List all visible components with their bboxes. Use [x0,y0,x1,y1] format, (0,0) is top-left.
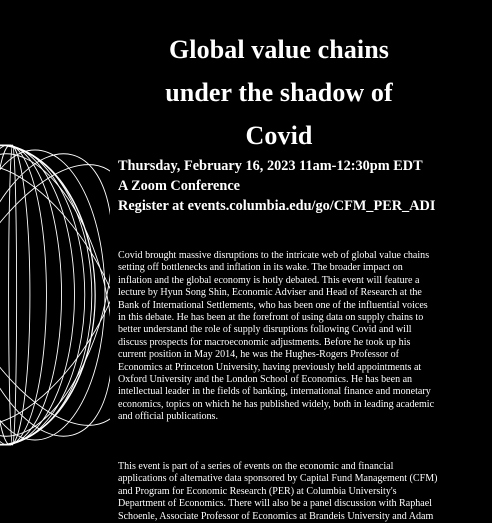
paragraph-line: and Program for Economic Research (PER) at Columbia University's [118,485,397,497]
paragraph-line: discuss prospects for macroeconomic adjustments. Before he took up his [118,336,411,348]
globe-meridian [0,145,46,445]
paragraph-line: better understand the role of supply disruptions following Covid and will [118,324,412,336]
event-date: Thursday, February 16, 2023 11am-12:30pm EDT [118,158,423,174]
globe-meridian [0,145,30,445]
title-line-3: Covid [245,121,313,150]
paragraph-line: setting off bottlenecks and inflation in its wake. The broader impact on [118,262,403,274]
paragraph-line: Covid brought massive disruptions to the intricate web of global value chains [118,250,430,261]
paragraph-line: in this debate. He has been at the forefront of using data on supply chains to [118,312,424,324]
paragraph-line: applications of alternative data sponsored by Capital Fund Management (CFM) [118,473,438,485]
paragraph-line: lecture by Hyun Song Shin, Economic Adviser and Head of Research at the [118,287,422,299]
globe-meridian [0,145,62,445]
paragraph-line: Economics at Princeton University, having previously held appointments at [118,361,422,373]
page-title [118,28,440,157]
paragraph-line: economics, topics on which he has published widely, both in leading academic [118,398,435,410]
globe-meridian [0,145,85,445]
paragraph-line: Bank of International Settlements, who has been one of the influential voices [118,299,428,311]
paragraph-line: intellectual leader in the fields of banking, international finance and monetary [118,386,431,398]
wireframe-globe-icon [0,130,110,460]
description-paragraph [118,250,463,424]
paragraph-line: and official publications. [118,411,218,423]
globe-meridian [0,145,95,445]
title-line-1: Global value chains [168,35,390,64]
paragraph-line: current position in May 2014, he was the Hughes-Rogers Professor of [118,349,399,361]
event-format: A Zoom Conference [118,178,241,194]
paragraph-line: Schoenle, Associate Professor of Economics at Brandeis University and Adam [118,510,434,522]
title-line-2: under the shadow of [165,78,393,107]
globe-meridian [0,145,95,445]
paragraph-line: Oxford University and the London School of Economics. He has been an [118,374,413,386]
paragraph-line: inflation and the global economy is hotly debated. This event will feature a [118,274,420,286]
paragraph-line: Department of Economics. There will also be a panel discussion with Raphael [118,498,432,510]
event-registration: Register at events.columbia.edu/go/CFM_PER_ADI [118,198,436,214]
paragraph-line: This event is part of a series of events on the economic and financial [118,461,394,472]
event-details [118,156,488,216]
globe-meridian [9,145,17,445]
globe-meridian [0,145,75,445]
series-paragraph [118,461,463,523]
